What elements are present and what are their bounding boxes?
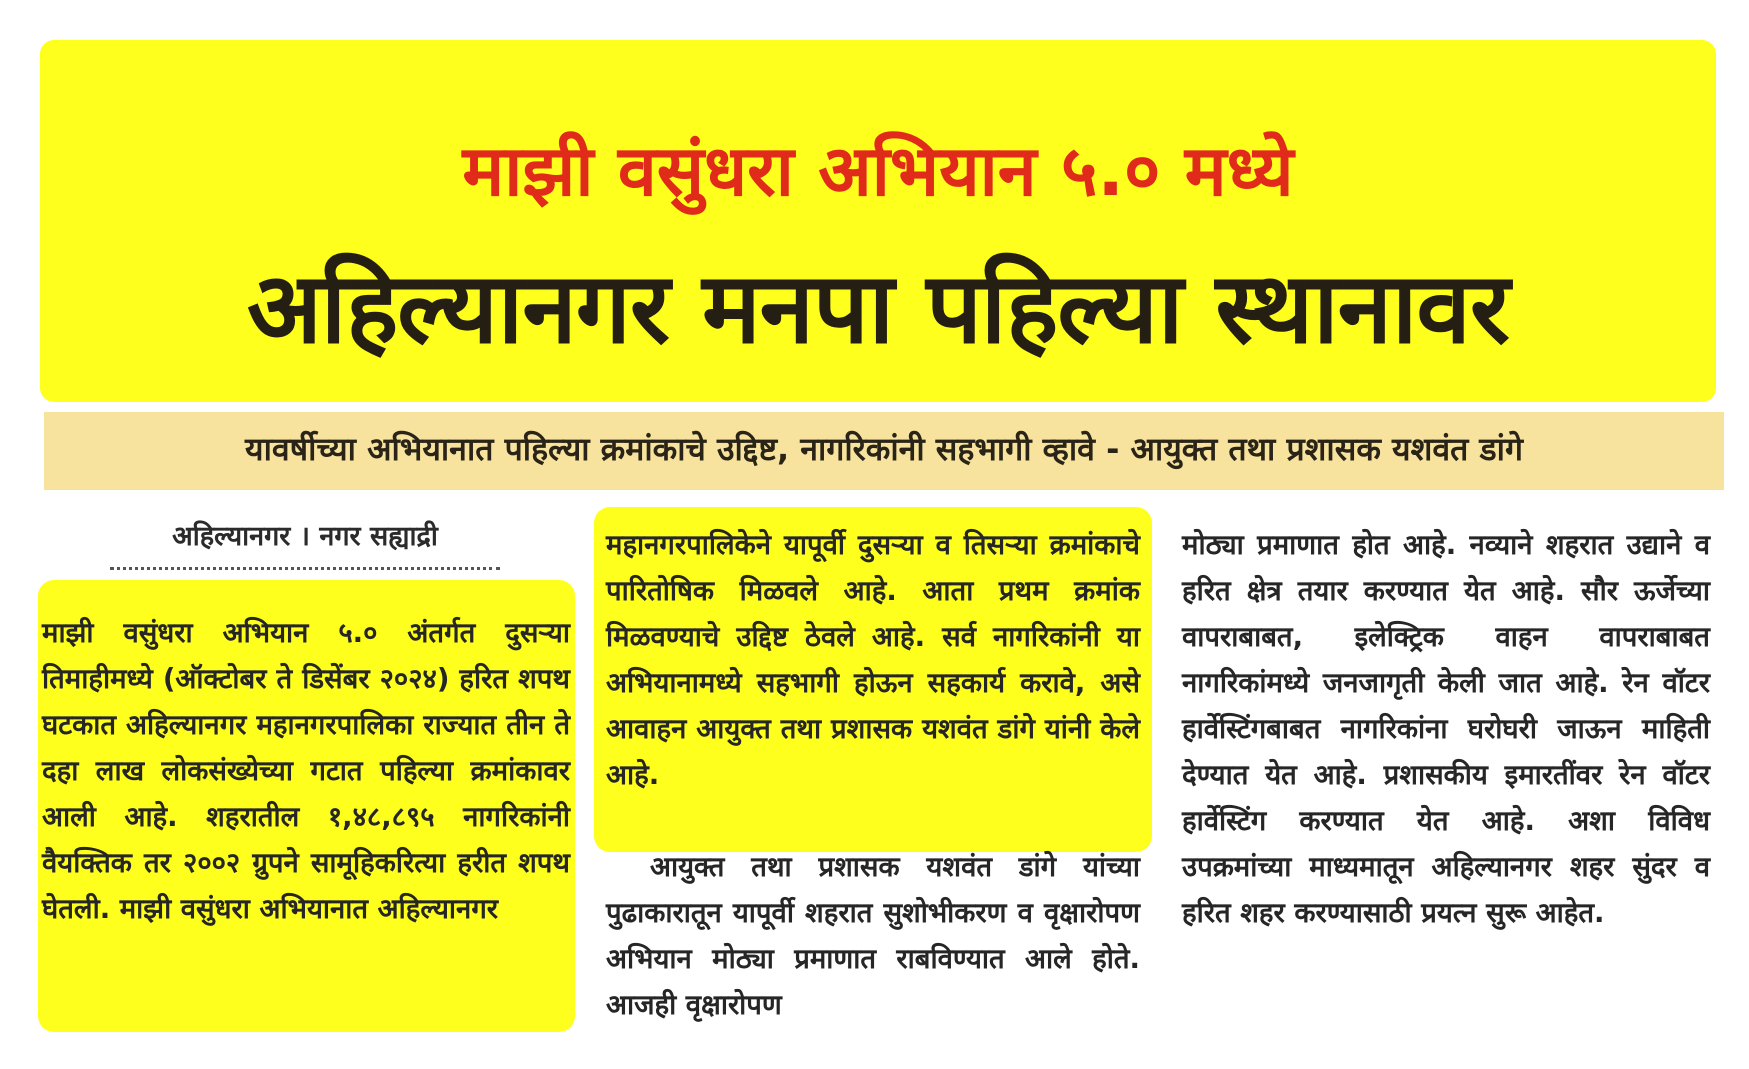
headline-banner [40,40,1716,402]
headline-kicker: माझी वसुंधरा अभियान ५.० मध्ये [462,130,1294,212]
headline-main: अहिल्यानगर मनपा पहिल्या स्थानावर [247,252,1509,366]
article-column-middle-bottom [606,844,1140,1028]
dateline: अहिल्यानगर । नगर सह्याद्री [172,521,438,552]
article-column-left [42,610,570,932]
subheadline: यावर्षीच्या अभियानात पहिल्या क्रमांकाचे उद्दिष्ट, नागरिकांनी सहभागी व्हावे - आयुक्त तथा प्रशासक यशवंत डांगे [245,430,1523,468]
paragraph: मोठ्या प्रमाणात होत आहे. नव्याने शहरात उद्याने व हरित क्षेत्र तयार करण्यात येत आहे. सौर ऊर्जेच्या वापराबाबत, इलेक्ट्रिक वाहन वापराबाबत नागरिकांमध्ये जनजागृती केली जात आहे. रेन वॉटर हार्वेस्टिंगबाबत नागरिकांना घरोघरी जाऊन माहिती देण्यात येत आहे. प्रशासकीय इमारतींवर रेन वॉटर हार्वेस्टिंग करण्यात येत आहे. अशा विविध उपक्रमांच्या माध्यमातून अहिल्यानगर शहर सुंदर व हरित शहर करण्यासाठी प्रयत्न सुरू आहेत. [1182,529,1710,929]
article-column-middle-top [606,522,1140,798]
paragraph: आयुक्त तथा प्रशासक यशवंत डांगे यांच्या पुढाकारातून यापूर्वी शहरात सुशोभीकरण व वृक्षारोपण अभियान मोठ्या प्रमाणात राबविण्यात आले होते. आजही वृक्षारोपण [606,851,1140,1021]
article-column-right [1182,522,1710,936]
subheadline-band [44,412,1724,490]
dateline-divider [110,567,500,570]
paragraph: महानगरपालिकेने यापूर्वी दुसऱ्या व तिसऱ्या क्रमांकाचे पारितोषिक मिळवले आहे. आता प्रथम क्रमांक मिळवण्याचे उद्दिष्ट ठेवले आहे. सर्व नागरिकांनी या अभियानामध्ये सहभागी होऊन सहकार्य करावे, असे आवाहन आयुक्त तथा प्रशासक यशवंत डांगे यांनी केले आहे. [606,529,1140,791]
paragraph: माझी वसुंधरा अभियान ५.० अंतर्गत दुसऱ्या तिमाहीमध्ये (ऑक्टोबर ते डिसेंबर २०२४) हरित शपथ घटकात अहिल्यानगर महानगरपालिका राज्यात तीन ते दहा लाख लोकसंख्येच्या गटात पहिल्या क्रमांकावर आली आहे. शहरातील १,४८,८९५ नागरिकांनी वैयक्तिक तर २००२ ग्रुपने सामूहिकरित्या हरीत शपथ घेतली. माझी वसुंधरा अभियानात अहिल्यानगर [42,617,570,925]
